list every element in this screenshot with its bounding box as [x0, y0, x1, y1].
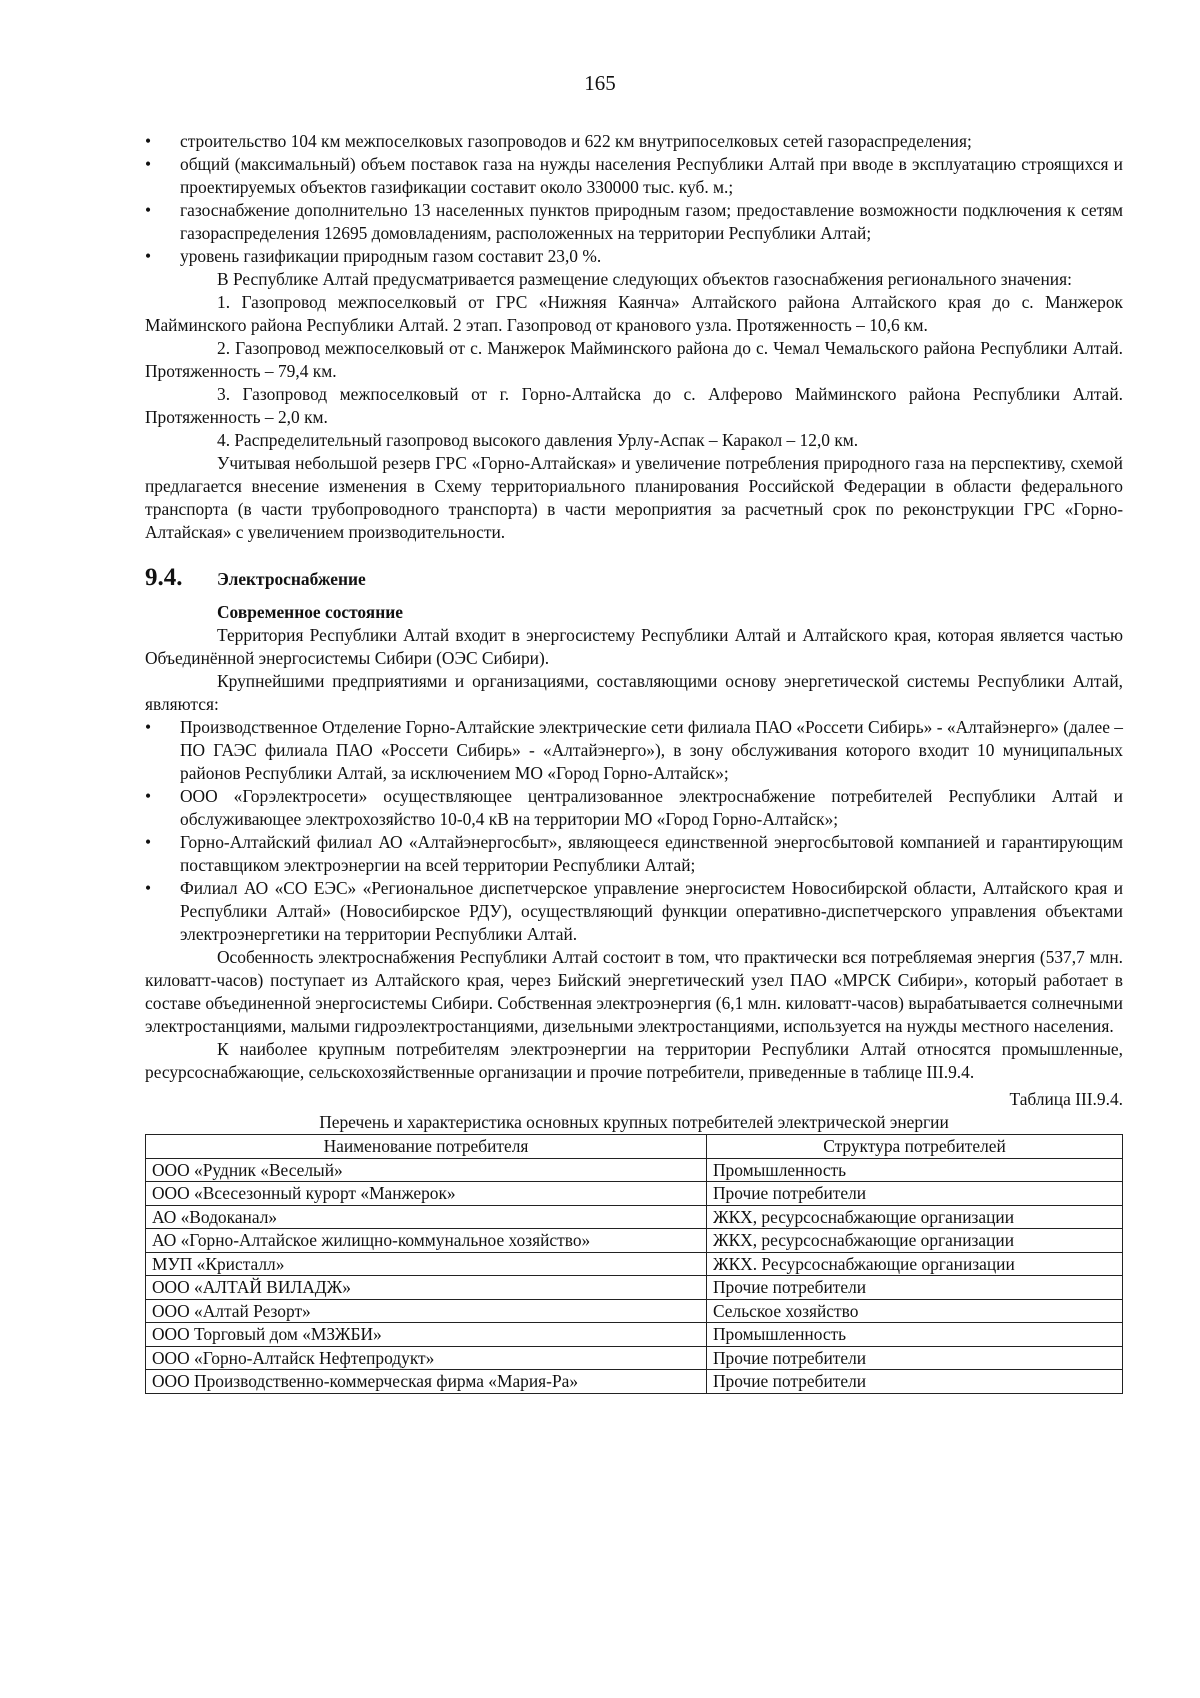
list-item: • уровень газификации природным газом составит 23,0 %. [145, 245, 1123, 268]
table-cell: Промышленность [707, 1158, 1123, 1182]
column-header: Структура потребителей [707, 1135, 1123, 1159]
consumers-table [145, 1134, 1123, 1394]
table-row [146, 1205, 1123, 1229]
table-cell: ООО «Горно-Алтайск Нефтепродукт» [146, 1346, 707, 1370]
list-item: • Горно-Алтайский филиал АО «Алтайэнергосбыт», являющееся единственной энергосбытовой компанией и гарантирующим поставщиком электроэнергии на всей территории Республики Алтай; [145, 831, 1123, 877]
paragraph: 2. Газопровод межпоселковый от с. Манжерок Майминского района до с. Чемал Чемальского района Республики Алтай. Протяженность – 79,4 км. [145, 338, 1123, 381]
table-cell: ООО «АЛТАЙ ВИЛАДЖ» [146, 1276, 707, 1300]
section-heading [145, 566, 1123, 591]
list-item: • ООО «Горэлектросети» осуществляющее централизованное электроснабжение потребителей Республики Алтай и обслуживающее электрохозяйство 10-0,4 кВ на территории МО «Город Горно-Алтайск»; [145, 785, 1123, 831]
paragraph: Территория Республики Алтай входит в энергосистему Республики Алтай и Алтайского края, которая является частью Объединённой энергосистемы Сибири (ОЭС Сибири). [145, 625, 1123, 668]
table-cell: ЖКХ, ресурсоснабжающие организации [707, 1229, 1123, 1253]
table-header-row [146, 1135, 1123, 1159]
table-cell: ООО Торговый дом «МЗЖБИ» [146, 1323, 707, 1347]
table-cell: ООО «Алтай Резорт» [146, 1299, 707, 1323]
table-cell: Прочие потребители [707, 1182, 1123, 1206]
paragraph: 4. Распределительный газопровод высокого давления Урлу-Аспак – Каракол – 12,0 км. [217, 430, 859, 450]
table-row [146, 1323, 1123, 1347]
top-bullet-list [145, 130, 1123, 268]
list-item: • общий (максимальный) объем поставок газа на нужды населения Республики Алтай при вводе в эксплуатацию строящихся и проектируемых объектов газификации составит около 330000 тыс. куб. м.; [145, 153, 1123, 199]
table-row [146, 1182, 1123, 1206]
list-item: • строительство 104 км межпоселковых газопроводов и 622 км внутрипоселковых сетей газораспределения; [145, 130, 1123, 153]
table-cell: АО «Водоканал» [146, 1205, 707, 1229]
table-row [146, 1370, 1123, 1394]
table-cell: ООО «Всесезонный курорт «Манжерок» [146, 1182, 707, 1206]
table-cell: ООО «Рудник «Веселый» [146, 1158, 707, 1182]
table-row [146, 1299, 1123, 1323]
table-row [146, 1158, 1123, 1182]
paragraph: В Республике Алтай предусматривается размещение следующих объектов газоснабжения регионального значения: [217, 269, 1072, 289]
section-number: 9.4. [145, 564, 183, 591]
list-item: • Производственное Отделение Горно-Алтайские электрические сети филиала ПАО «Россети Сибирь» - «Алтайэнерго» (далее – ПО ГАЭС филиала ПАО «Россети Сибирь» - «Алтайэнерго»), в зону обслуживания которого входит 10 муниципальных районов Республики Алтай, за исключением МО «Город Горно-Алтайск»; [145, 716, 1123, 785]
paragraph: Крупнейшими предприятиями и организациями, составляющими основу энергетической системы Республики Алтай, являются: [145, 671, 1123, 714]
table-cell: ЖКХ, ресурсоснабжающие организации [707, 1205, 1123, 1229]
subheading: Современное состояние [217, 602, 403, 622]
table-row [146, 1229, 1123, 1253]
table-cell: ООО Производственно-коммерческая фирма «Мария-Ра» [146, 1370, 707, 1394]
table-cell: Промышленность [707, 1323, 1123, 1347]
paragraph: 1. Газопровод межпоселковый от ГРС «Нижняя Каянча» Алтайского района Алтайского края до с. Манжерок Майминского района Республики Алтай. 2 этап. Газопровод от кранового узла. Протяженность – 10,6 км. [145, 292, 1123, 335]
section-title: Электроснабжение [217, 569, 366, 589]
page-content [145, 130, 1123, 1394]
table-row [146, 1252, 1123, 1276]
paragraph: 3. Газопровод межпоселковый от г. Горно-Алтайска до с. Алферово Майминского района Республики Алтай. Протяженность – 2,0 км. [145, 384, 1123, 427]
table-cell: Прочие потребители [707, 1276, 1123, 1300]
table-title: Перечень и характеристика основных крупных потребителей электрической энергии [319, 1112, 949, 1132]
paragraph: Особенность электроснабжения Республики Алтай состоит в том, что практически вся потребляемая энергия (537,7 млн. киловатт-часов) поступает из Алтайского края, через Бийский энергетический узел ПАО «МРСК Сибири», который работает в составе объединенной энергосистемы Сибири. Собственная электроэнергия (6,1 млн. киловатт-часов) вырабатывается солнечными электростанциями, малыми гидроэлектростанциями, дизельными электростанциями, используется на нужды местного населения. [145, 947, 1123, 1036]
mid-bullet-list [145, 716, 1123, 946]
table-row [146, 1346, 1123, 1370]
table-cell: Прочие потребители [707, 1370, 1123, 1394]
table-cell: АО «Горно-Алтайское жилищно-коммунальное хозяйство» [146, 1229, 707, 1253]
list-item: • газоснабжение дополнительно 13 населенных пунктов природным газом; предоставление возможности подключения к сетям газораспределения 12695 домовладениям, расположенных на территории Республики Алтай; [145, 199, 1123, 245]
column-header: Наименование потребителя [146, 1135, 707, 1159]
table-caption: Таблица III.9.4. [1009, 1089, 1123, 1109]
table-cell: Прочие потребители [707, 1346, 1123, 1370]
paragraph: К наиболее крупным потребителям электроэнергии на территории Республики Алтай относятся промышленные, ресурсоснабжающие, сельскохозяйственные организации и прочие потребители, приведенные в таблице III.9.4. [145, 1039, 1123, 1082]
list-item: • Филиал АО «СО ЕЭС» «Региональное диспетчерское управление энергосистем Новосибирской области, Алтайского края и Республики Алтай» (Новосибирское РДУ), осуществляющий функции оперативно-диспетчерского управления объектами электроэнергетики на территории Республики Алтай. [145, 877, 1123, 946]
paragraph: Учитывая небольшой резерв ГРС «Горно-Алтайская» и увеличение потребления природного газа на перспективу, схемой предлагается внесение изменения в Схему территориального планирования Российской Федерации в области федерального транспорта (в части трубопроводного транспорта) в части мероприятия за расчетный срок по реконструкции ГРС «Горно-Алтайская» с увеличением производительности. [145, 453, 1123, 542]
page-number: 165 [584, 71, 616, 95]
table-cell: Сельское хозяйство [707, 1299, 1123, 1323]
table-row [146, 1276, 1123, 1300]
table-cell: ЖКХ. Ресурсоснабжающие организации [707, 1252, 1123, 1276]
table-cell: МУП «Кристалл» [146, 1252, 707, 1276]
